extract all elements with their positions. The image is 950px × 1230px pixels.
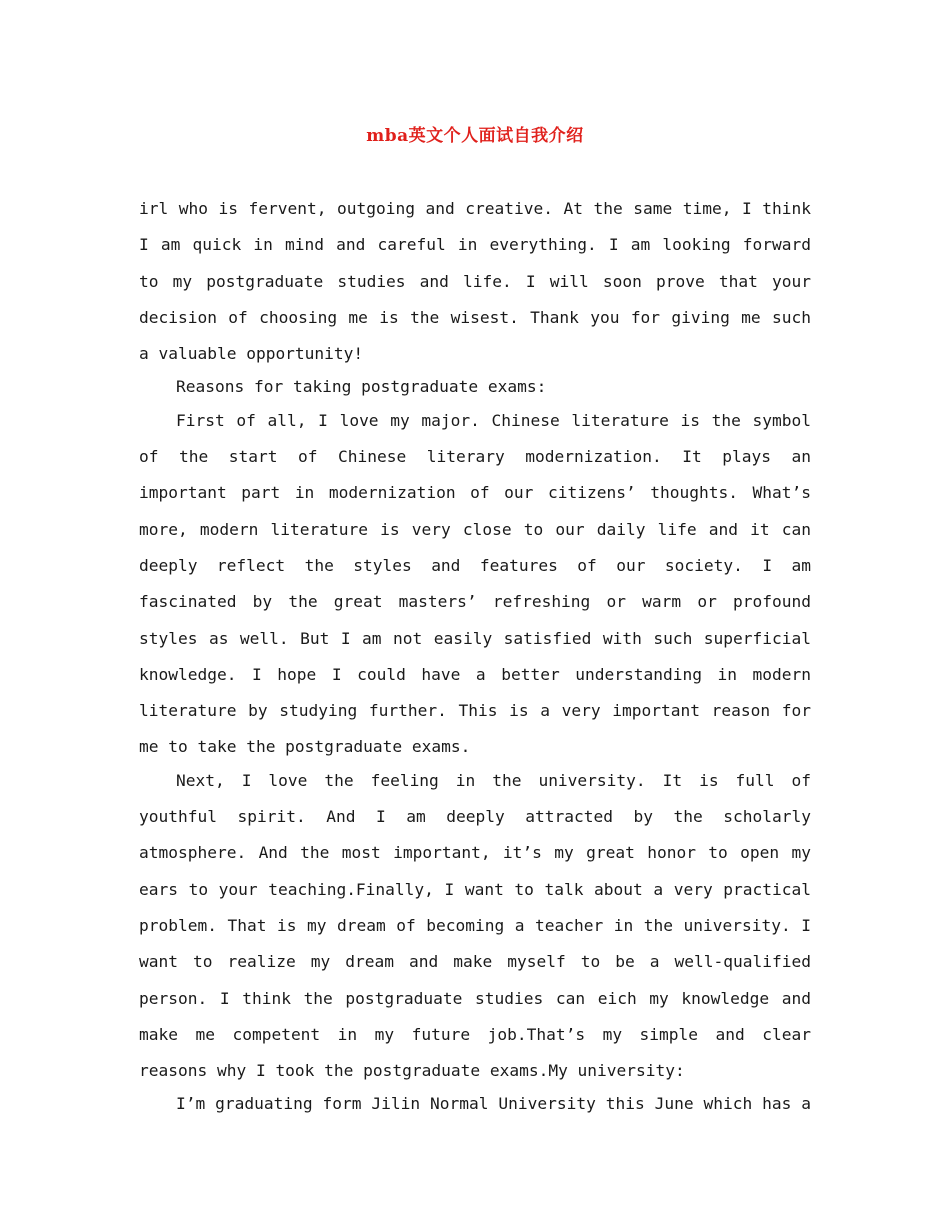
paragraph-university: I’m graduating form Jilin Normal University this June which has a — [176, 1094, 811, 1114]
paragraph-reasons-heading: Reasons for taking postgraduate exams: — [176, 377, 547, 397]
document-title: mba英文个人面试自我介绍 — [366, 126, 584, 146]
paragraph-first-reason: First of all, I love my major. Chinese literature is the symbol of the start of Chinese literary modernization. It plays an important part in modernization of our citizens’ thoughts. What’s more, modern literature is very close to our daily life and it can deeply reflect the styles and features of our society. I am fascinated by the great masters’ refreshing or warm or profound styles as well. But I am not easily satisfied with such superficial knowledge. I hope I could have a better understanding in modern literature by studying further. This is a very important reason for me to take the postgraduate exams. — [139, 410, 811, 757]
paragraph-intro-continuation: irl who is fervent, outgoing and creative. At the same time, I think I am quick in mind and careful in everything. I am looking forward to my postgraduate studies and life. I will soon prove that your decision of choosing me is the wisest. Thank you for giving me such a valuable opportunity! — [139, 199, 811, 364]
document-body — [139, 191, 811, 1120]
paragraph-next-reason: Next, I love the feeling in the university. It is full of youthful spirit. And I am deeply attracted by the scholarly atmosphere. And the most important, it’s my great honor to open my ears to your teaching.Finally, I want to talk about a very practical problem. That is my dream of becoming a teacher in the university. I want to realize my dream and make myself to be a well-qualified person. I think the postgraduate studies can eich my knowledge and make me competent in my future job.That’s my simple and clear reasons why I took the postgraduate exams.My university: — [139, 770, 811, 1081]
